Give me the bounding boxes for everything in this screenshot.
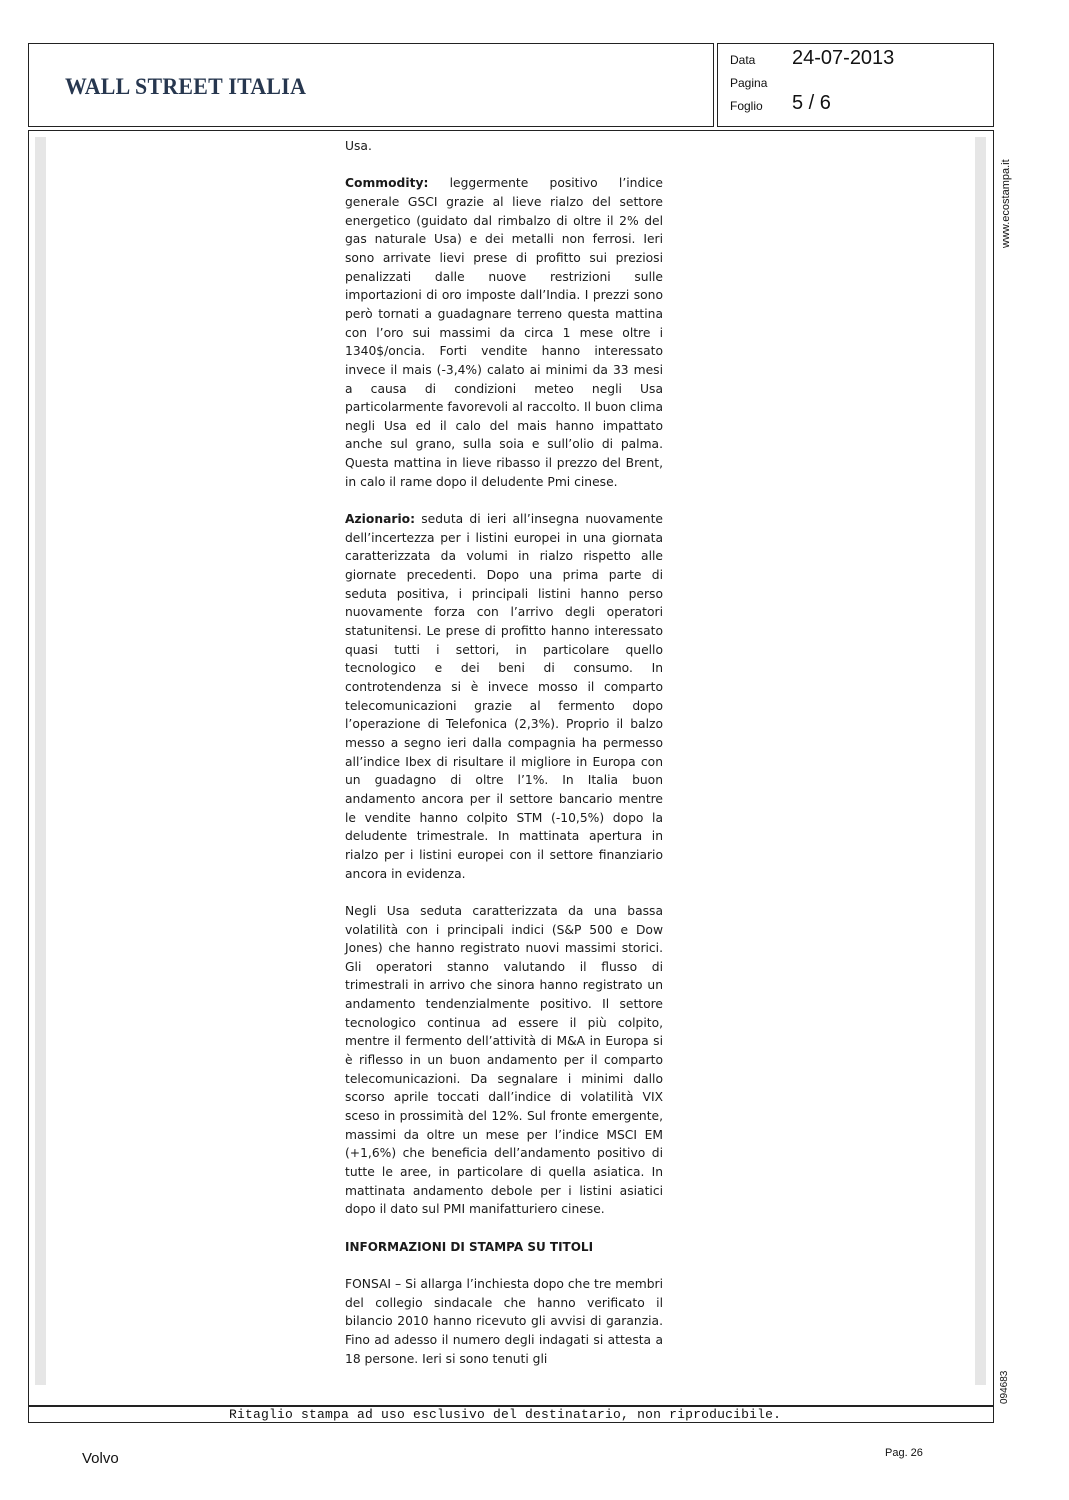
website-vertical-text: www.ecostampa.it (1000, 159, 1012, 248)
commodity-heading: Commodity: (345, 176, 429, 191)
article-body (345, 137, 663, 1387)
page-number: Pag. 26 (885, 1447, 923, 1459)
paragraph-usa: Negli Usa seduta caratterizzata da una bassa volatilità con i principali indici (S&P 500 e Dow Jones) che hanno registrato nuovi massimi storici. Gli operatori stanno valutando il flusso di trimestrali in arrivo che sinora hanno registrato un andamento tendenzialmente positivo. Il settore tecnologico continua ad essere il più colpito, mentre il fermento dell’attività di M&A in Europa si è riflesso in un buon andamento per il comparto telecomunicazioni. Da segnalare i minimi dallo scorso aprile toccati dall’indice di volatilità VIX sceso in prossimità del 12%. Sul fronte emergente, massimi da oltre un mese per l’indice MSCI EM (+1,6%) che beneficia dell’andamento positivo di tutte le aree, in particolare di quella asiatica. In mattinata andamento debole per i listini asiatici dopo il dato sul PMI manifatturiero cinese. (345, 903, 663, 1217)
page-label: Pagina (730, 76, 768, 90)
footer-box (28, 1406, 994, 1423)
client-name: Volvo (82, 1450, 119, 1467)
sheet-value: 5 / 6 (792, 92, 831, 114)
commodity-text: leggermente positivo l’indice generale GSCI grazie al lieve rialzo del settore energetico (guidato dal rimbalzo di oltre il 2% del gas naturale Usa) e dei metalli non ferrosi. Ieri sono arrivate lievi prese di profitto sui preziosi penalizzati dalle nuove restrizioni sulle importazioni di oro imposte dall’India. I prezzi sono però tornati a guadagnare terreno questa mattina con l’oro sui massimi da circa 1 mese oltre i 1340$/oncia. Forti vendite hanno interessato invece il mais (-3,4%) calato ai minimi da 33 mesi a causa di condizioni meteo negli Usa particolarmente favorevoli al raccolto. Il buon clima negli Usa ed il calo del mais hanno impattato anche sul grano, sulla soia e sull’olio di palma. Questa mattina in lieve ribasso il prezzo del Brent, in calo il rame dopo il deludente Pmi cinese. (345, 176, 663, 489)
left-margin-rail (35, 137, 46, 1385)
masthead-logo: WALL STREET ITALIA (65, 74, 307, 99)
date-value: 24-07-2013 (792, 47, 895, 69)
clipping-code: 094683 (999, 1370, 1010, 1404)
copyright-note: Ritaglio stampa ad uso esclusivo del destinatario, non riproducibile. (229, 1407, 782, 1422)
paragraph-commodity (345, 174, 663, 491)
date-label: Data (730, 53, 756, 67)
meta-box (717, 43, 994, 127)
paragraph-fonsai: FONSAI – Si allarga l’inchiesta dopo che tre membri del collegio sindacale che hanno verificato il bilancio 2010 hanno ricevuto gli avvisi di garanzia. Fino ad adesso il numero degli indagati si attesta a 18 persone. Ieri si sono tenuti gli (345, 1276, 663, 1366)
right-margin-rail (975, 137, 986, 1385)
paragraph-azionario (345, 510, 663, 883)
masthead-box (28, 43, 714, 127)
section-heading: INFORMAZIONI DI STAMPA SU TITOLI (345, 1239, 594, 1254)
sheet-label: Foglio (730, 99, 763, 113)
azionario-heading: Azionario: (345, 512, 416, 527)
azionario-text: seduta di ieri all’insegna nuovamente dell’incertezza per i listini europei in una giornata caratterizzata da volumi in rialzo rispetto alle giornate precedenti. Dopo una prima parte di seduta positiva, i principali listini hanno perso nuovamente forza con l’arrivo degli operatori statunitensi. Le prese di profitto hanno interessato quasi tutti i settori, in particolare quello tecnologico e dei beni di consumo. In controtendenza si è invece mosso il comparto telecomunicazioni grazie al fermento dopo l’operazione di Telefonica (2,3%). Proprio il balzo messo a segno ieri dalla compagnia ha permesso all’indice Ibex di risultare il migliore in Europa con un guadagno di oltre l’1%. In Italia buon andamento ancora per il settore bancario mentre le vendite hanno colpito STM (-10,5%) dopo la deludente trimestrale. In mattinata apertura in rialzo per i listini europei con il settore finanziario ancora in evidenza. (345, 512, 663, 881)
paragraph-intro: Usa. (345, 139, 372, 153)
